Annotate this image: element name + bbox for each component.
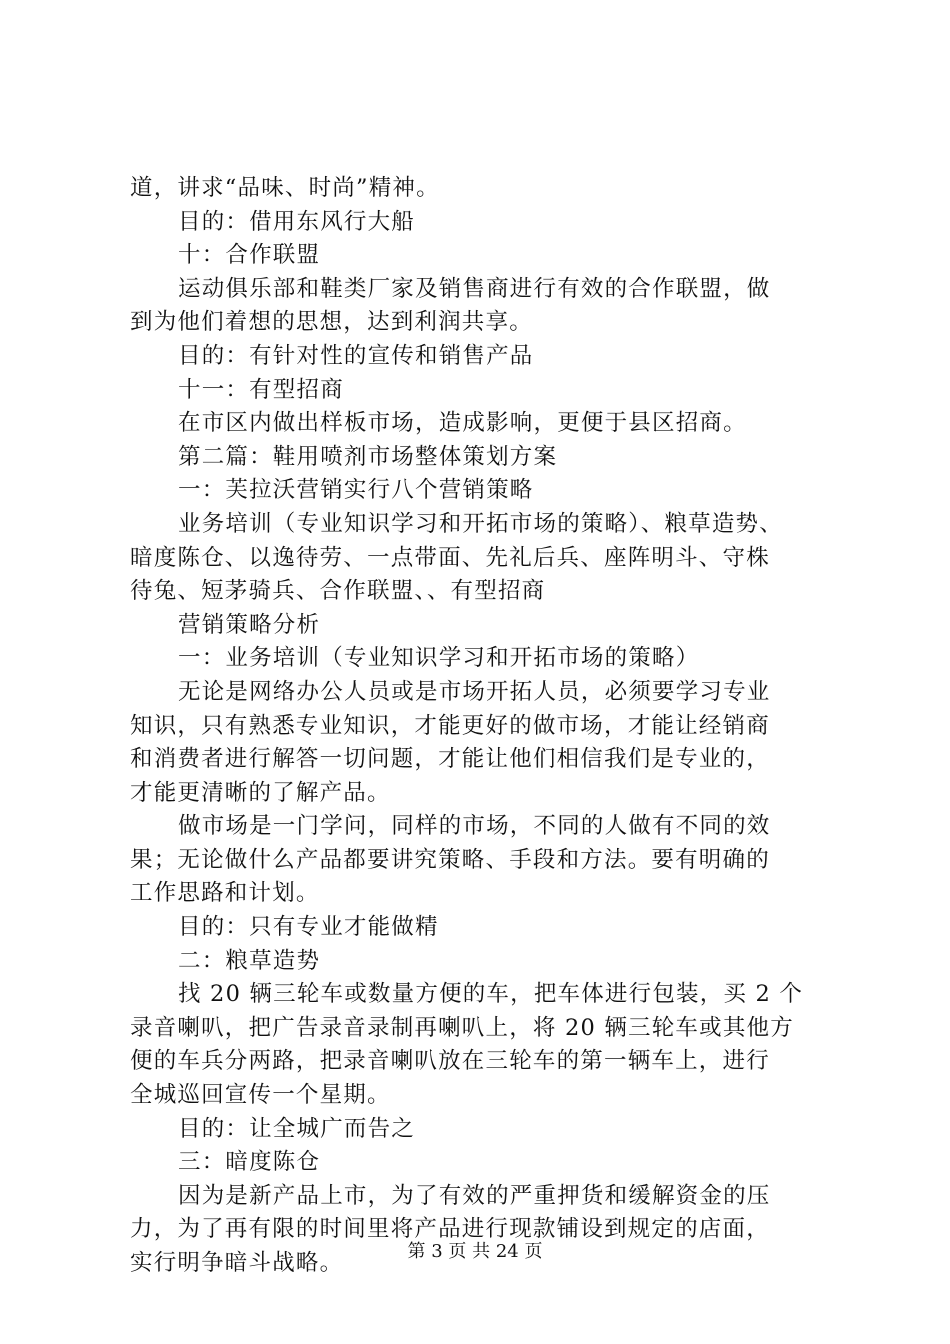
text-line: 找 20 辆三轮车或数量方便的车，把车体进行包装，买 2 个 xyxy=(178,981,804,1008)
text-line: 十一：有型招商 xyxy=(178,376,344,403)
text-line: 二：粮草造势 xyxy=(178,947,321,974)
text-line: 便的车兵分两路，把录音喇叭放在三轮车的第一辆车上，进行 xyxy=(130,1048,770,1075)
text-line: 三：暗度陈仓 xyxy=(178,1149,321,1176)
text-line: 运动俱乐部和鞋类厂家及销售商进行有效的合作联盟，做 xyxy=(178,275,771,302)
text-line: 第二篇：鞋用喷剂市场整体策划方案 xyxy=(178,443,558,470)
text-line: 目的：只有专业才能做精 xyxy=(178,914,439,941)
text-line: 十：合作联盟 xyxy=(178,242,321,269)
text-line: 一：业务培训（专业知识学习和开拓市场的策略） xyxy=(178,645,700,672)
text-line: 全城巡回宣传一个星期。 xyxy=(130,1082,391,1109)
text-line: 做市场是一门学问，同样的市场，不同的人做有不同的效 xyxy=(178,813,771,840)
document-body xyxy=(130,172,840,1281)
text-line: 待兔、短茅骑兵、合作联盟、、有型招商 xyxy=(130,578,546,605)
text-line: 道，讲求“品味、时尚”精神。 xyxy=(130,175,440,201)
text-line: 录音喇叭，把广告录音录制再喇叭上，将 20 辆三轮车或其他方 xyxy=(130,1014,794,1041)
text-line: 业务培训（专业知识学习和开拓市场的策略）、粮草造势、 xyxy=(178,510,783,537)
text-line: 暗度陈仓、以逸待劳、一点带面、先礼后兵、座阵明斗、守株 xyxy=(130,544,770,571)
text-line: 目的：借用东风行大船 xyxy=(178,208,416,235)
text-line: 力，为了再有限的时间里将产品进行现款铺设到规定的店面， xyxy=(130,1216,770,1243)
text-line: 目的：让全城广而告之 xyxy=(178,1115,416,1142)
text-line: 因为是新产品上市，为了有效的严重押货和缓解资金的压 xyxy=(178,1182,771,1209)
page-footer: 第 3 页 共 24 页 xyxy=(407,1241,543,1262)
text-line: 在市区内做出样板市场，造成影响，更便于县区招商。 xyxy=(178,410,747,437)
text-line: 才能更清晰的了解产品。 xyxy=(130,779,391,806)
text-line: 无论是网络办公人员或是市场开拓人员，必须要学习专业 xyxy=(178,678,771,705)
text-line: 营销策略分析 xyxy=(178,611,321,638)
text-line: 到为他们着想的思想，达到利润共享。 xyxy=(130,309,533,336)
text-line: 实行明争暗斗战略。 xyxy=(130,1250,344,1276)
text-line: 目的：有针对性的宣传和销售产品 xyxy=(178,342,534,369)
text-line: 工作思路和计划。 xyxy=(130,880,320,907)
text-line: 知识，只有熟悉专业知识，才能更好的做市场，才能让经销商 xyxy=(130,712,770,739)
text-line: 果；无论做什么产品都要讲究策略、手段和方法。要有明确的 xyxy=(130,846,770,873)
text-line: 一：芙拉沃营销实行八个营销策略 xyxy=(178,477,534,504)
text-line: 和消费者进行解答一切问题，才能让他们相信我们是专业的， xyxy=(130,746,770,773)
